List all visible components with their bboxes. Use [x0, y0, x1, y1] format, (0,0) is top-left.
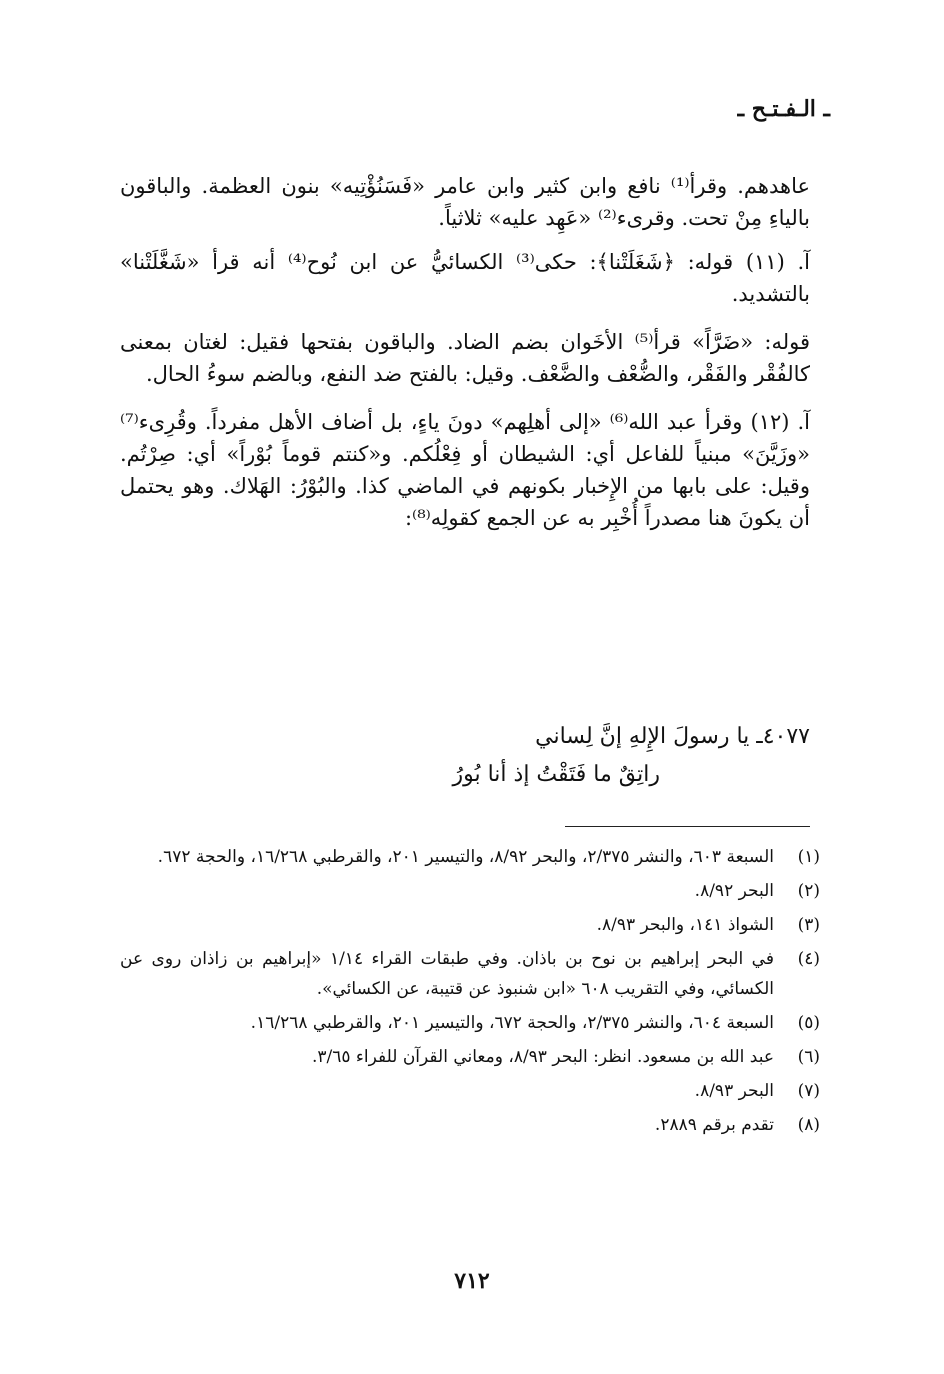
footnote-number: (٧) [797, 1081, 820, 1101]
footnote [120, 910, 820, 940]
footnote [120, 1042, 820, 1072]
footnote-number: (٦) [797, 1047, 820, 1067]
paragraph: آ. (١١) قوله: ﴿شَغَلَتْنا﴾: حكى⁽³⁾ الكسائيُّ عن ابن نُوح⁽⁴⁾ أنه قرأ «شَغَّلَتْنا» بالتشديد. [120, 250, 810, 306]
footnote [120, 876, 820, 906]
footnote-text: السبعة ٦٠٤، والنشر ٢/٣٧٥، والحجة ٦٧٢، والتيسير ٢٠١، والقرطبي ١٦/٢٦٨. [250, 1013, 774, 1033]
footnote-text: البحر ٨/٩٣. [694, 1081, 774, 1101]
footnote-text: في البحر إبراهيم بن نوح بن باذان. وفي طبقات القراء ١/١٤ «إبراهيم بن زاذان روى عن الكسائي، وفي التقريب ٦٠٨ «ابن شنبوذ عن قتيبة، عن الكسائي». [120, 949, 774, 999]
footnote [120, 842, 820, 872]
paragraph: قوله: «ضَرَّاً» قرأ⁽⁵⁾ الأخَوان بضم الضاد. والباقون بفتحها فقيل: لغتان بمعنى كالفُقْر والفَقْر، والضُّعْف والضَّعْف. وقيل: بالفتح ضد النفع، وبالضم سوءُ الحال. [120, 330, 810, 386]
page-number: ٧١٢ [454, 1268, 490, 1294]
footnote-number: (١) [797, 847, 820, 867]
poem-verse [130, 718, 810, 794]
footnote-number: (٢) [797, 881, 820, 901]
footnote-text: البحر ٨/٩٢. [694, 881, 774, 901]
footnote-number: (٥) [797, 1013, 820, 1033]
poem-line: ٤٠٧٧ـ يا رسولَ الإِلهِ إنَّ لِساني [535, 724, 810, 749]
footnote-number: (٣) [797, 915, 820, 935]
footnotes [120, 842, 820, 1144]
footnote-number: (٤) [797, 949, 820, 969]
paragraph: عاهدهم. وقرأ⁽¹⁾ نافع وابن كثير وابن عامر «فَسَنُؤْتِيه» بنون العظمة. والباقون بالياءِ مِنْ تحت. وقرىء⁽²⁾ «عَهِد عليه» ثلاثياً. [120, 174, 811, 230]
footnote [120, 944, 820, 1004]
footnote [120, 1076, 820, 1106]
footnote-number: (٨) [797, 1115, 820, 1135]
poem-line: راتِقٌ ما فَتَقْتُ إذ أنا بُورُ [452, 762, 660, 787]
running-header: ـ الـفـتـح ـ [737, 96, 830, 122]
footnote-text: الشواذ ١٤١، والبحر ٨/٩٣. [596, 915, 774, 935]
footnote-text: تقدم برقم ٢٨٨٩. [654, 1115, 774, 1135]
paragraph: آ. (١٢) وقرأ عبد الله⁽⁶⁾ «إلى أهلِهم» دونَ ياءٍ، بل أضاف الأهل مفرداً. وقُرِىء⁽⁷⁾ «وزَيَّنَ» مبنياً للفاعل أي: الشيطان أو فِعْلُكم. و«كنتم قوماً بُوْراً» أي: صِرْتُم. وقيل: على بابها من الإِخبار بكونهم في الماضي كذا. والبُوْرُ: الهَلاك. وهو يحتمل أن يكونَ هنا مصدراً أُخْبِر به عن الجمع كقولِه⁽⁸⁾: [120, 410, 810, 530]
footnote-separator [565, 826, 810, 827]
footnote [120, 1008, 820, 1038]
footnote-text: السبعة ٦٠٣، والنشر ٢/٣٧٥، والبحر ٨/٩٢، والتيسير ٢٠١، والقرطبي ١٦/٢٦٨، والحجة ٦٧٢. [157, 847, 774, 867]
main-text [120, 170, 810, 550]
footnote-text: عبد الله بن مسعود. انظر: البحر ٨/٩٣، ومعاني القرآن للفراء ٣/٦٥. [311, 1047, 774, 1067]
footnote [120, 1110, 820, 1140]
